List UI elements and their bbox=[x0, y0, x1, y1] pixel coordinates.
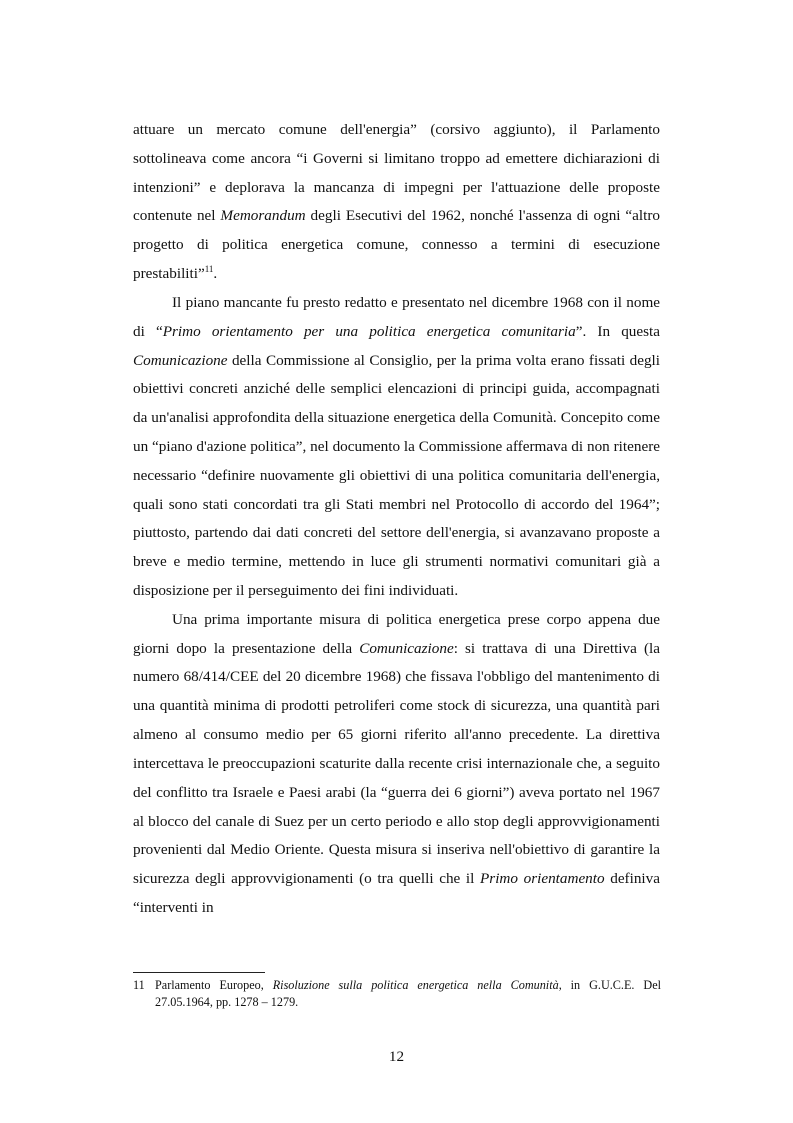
text-run: attuare un mercato comune dell'energia” (corsivo aggiunto), il Parlamento sottolineava come ancora “i Governi si limitano troppo ad emettere dichiarazioni di intenzioni” e deplorava la mancanza di impegni per l'attuazione delle proposte contenute nel bbox=[133, 121, 660, 225]
paragraph bbox=[133, 116, 660, 289]
text-run: . bbox=[213, 265, 218, 283]
text-run: definiva “interventi in bbox=[133, 870, 660, 916]
text-run: : si trattava di una Direttiva (la numero 68/414/CEE del 20 dicembre 1968) che fissava l'obbligo del mantenimento di una quantità minima di prodotti petroliferi come stock di sicurezza, una quantità pari almeno al consumo medio per 65 giorni riferito all'anno precedente. La direttiva intercettava le preoccupazioni scaturite dalla recente crisi internazionale che, a seguito del conflitto tra Israele e Paesi arabi (la “guerra dei 6 giorni”) aveva portato nel 1967 al blocco del canale di Suez per un certo periodo e allo stop degli approvvigionamenti provenienti dal Medio Oriente. Questa misura si inseriva nell'obiettivo di garantire la sicurezza degli approvvigionamenti (o tra quelli che il bbox=[133, 639, 660, 888]
text-run: degli Esecutivi del 1962, nonché l'assenza di ogni “altro progetto di politica energetica comune, connesso a termini di esecuzione prestabiliti” bbox=[133, 207, 661, 283]
footnote-text bbox=[155, 977, 661, 1011]
italic-text: Primo orientamento bbox=[480, 870, 605, 888]
text-run: ”. In questa bbox=[575, 322, 660, 340]
italic-text: Primo orientamento per una politica energetica comunitaria bbox=[162, 322, 576, 340]
italic-text: Comunicazione bbox=[359, 639, 454, 657]
footnote bbox=[133, 977, 661, 1011]
footnote-reference: 11 bbox=[204, 264, 214, 275]
footnote-number: 11 bbox=[133, 978, 145, 992]
italic-text: Memorandum bbox=[220, 207, 306, 225]
footnote-separator bbox=[133, 972, 265, 973]
italic-text: Comunicazione bbox=[133, 351, 228, 369]
text-run: della Commissione al Consiglio, per la prima volta erano fissati degli obiettivi concreti anziché delle semplici elencazioni di principi guida, accompagnati da un'analisi approfondita della situazione energetica della Comunità. Concepito come un “piano d'azione politica”, nel documento la Commissione affermava di non ritenere necessario “definire nuovamente gli obiettivi di una politica comunitaria dell'energia, quali sono stati concordati tra gli Stati membri nel Protocollo di accordo del 1964”; piuttosto, partendo dai dati concreti del settore dell'energia, si avanzavano proposte a breve e medio termine, mettendo in luce gli strumenti normativi comunitari già a disposizione per il perseguimento dei fini individuati. bbox=[133, 351, 660, 599]
page-number: 12 bbox=[388, 1048, 405, 1065]
paragraph bbox=[133, 289, 660, 606]
text-run: , in G.U.C.E. Del 27.05.1964, pp. 1278 – 1279. bbox=[155, 978, 661, 1009]
paragraph bbox=[133, 606, 660, 923]
italic-text: Risoluzione sulla politica energetica nella Comunità bbox=[272, 978, 559, 992]
body-text bbox=[133, 116, 660, 923]
text-run: Il piano mancante fu presto redatto e presentato nel dicembre 1968 con il nome di “ bbox=[133, 293, 660, 340]
text-run: Parlamento Europeo, bbox=[155, 978, 273, 992]
text-run: Una prima importante misura di politica energetica prese corpo appena due giorni dopo la presentazione della bbox=[133, 610, 660, 657]
